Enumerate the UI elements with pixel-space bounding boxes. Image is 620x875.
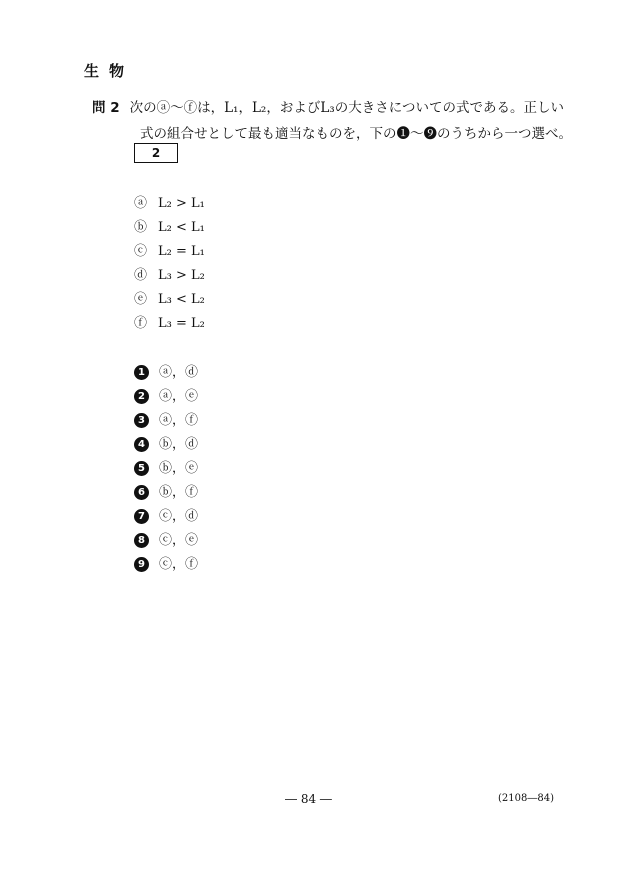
statement-e bbox=[134, 288, 205, 307]
statement-text: L₂ > L₁ bbox=[158, 196, 205, 211]
statement-text: L₂ = L₁ bbox=[158, 244, 205, 259]
page-number: ― 84 ― bbox=[285, 792, 332, 806]
choice-3 bbox=[134, 409, 198, 428]
statement-label: ⓒ bbox=[134, 244, 148, 259]
statement-label: ⓓ bbox=[134, 268, 148, 283]
answer-box: 2 bbox=[134, 143, 178, 163]
document-code: (2108―84) bbox=[498, 793, 554, 804]
choice-number-badge: 1 bbox=[134, 365, 149, 380]
question-line-2: 式の組合せとして最も適当なものを，下の❶～❾のうちから一つ選べ。 bbox=[140, 126, 572, 142]
statement-f bbox=[134, 312, 205, 331]
choice-number-badge: 6 bbox=[134, 485, 149, 500]
statement-label: ⓔ bbox=[134, 292, 148, 307]
choice-number-badge: 4 bbox=[134, 437, 149, 452]
choice-number-badge: 8 bbox=[134, 533, 149, 548]
choice-number-badge: 5 bbox=[134, 461, 149, 476]
question-line-1 bbox=[92, 96, 564, 116]
choice-text: ⓐ，ⓓ bbox=[159, 365, 199, 380]
choice-2 bbox=[134, 385, 198, 404]
choice-8 bbox=[134, 529, 198, 548]
statement-label: ⓕ bbox=[134, 316, 148, 331]
choice-text: ⓒ，ⓔ bbox=[159, 533, 199, 548]
choice-4 bbox=[134, 433, 198, 452]
statement-text: L₃ < L₂ bbox=[158, 292, 205, 307]
statement-text: L₂ < L₁ bbox=[158, 220, 205, 235]
choice-text: ⓒ，ⓓ bbox=[159, 509, 199, 524]
question-text-1: 次のⓐ～ⓕは，L₁，L₂，およびL₃の大きさについての式である。正しい bbox=[129, 100, 564, 116]
choice-5 bbox=[134, 457, 198, 476]
choice-text: ⓑ，ⓕ bbox=[159, 485, 199, 500]
subject-heading: 生物 bbox=[84, 62, 135, 80]
choice-7 bbox=[134, 505, 198, 524]
statement-label: ⓑ bbox=[134, 220, 148, 235]
statement-label: ⓐ bbox=[134, 196, 148, 211]
choice-1 bbox=[134, 361, 198, 380]
choice-number-badge: 2 bbox=[134, 389, 149, 404]
choice-9 bbox=[134, 553, 198, 572]
choice-text: ⓒ，ⓕ bbox=[159, 557, 199, 572]
choice-text: ⓑ，ⓔ bbox=[159, 461, 199, 476]
statement-text: L₃ > L₂ bbox=[158, 268, 205, 283]
statement-a bbox=[134, 192, 205, 211]
choice-number-badge: 3 bbox=[134, 413, 149, 428]
choice-6 bbox=[134, 481, 198, 500]
statement-text: L₃ = L₂ bbox=[158, 316, 205, 331]
choice-text: ⓐ，ⓕ bbox=[159, 413, 199, 428]
statement-c bbox=[134, 240, 205, 259]
choice-text: ⓐ，ⓔ bbox=[159, 389, 199, 404]
choice-text: ⓑ，ⓓ bbox=[159, 437, 199, 452]
choice-number-badge: 7 bbox=[134, 509, 149, 524]
statement-b bbox=[134, 216, 205, 235]
statement-d bbox=[134, 264, 205, 283]
question-number: 問 2 bbox=[92, 100, 120, 116]
choice-number-badge: 9 bbox=[134, 557, 149, 572]
